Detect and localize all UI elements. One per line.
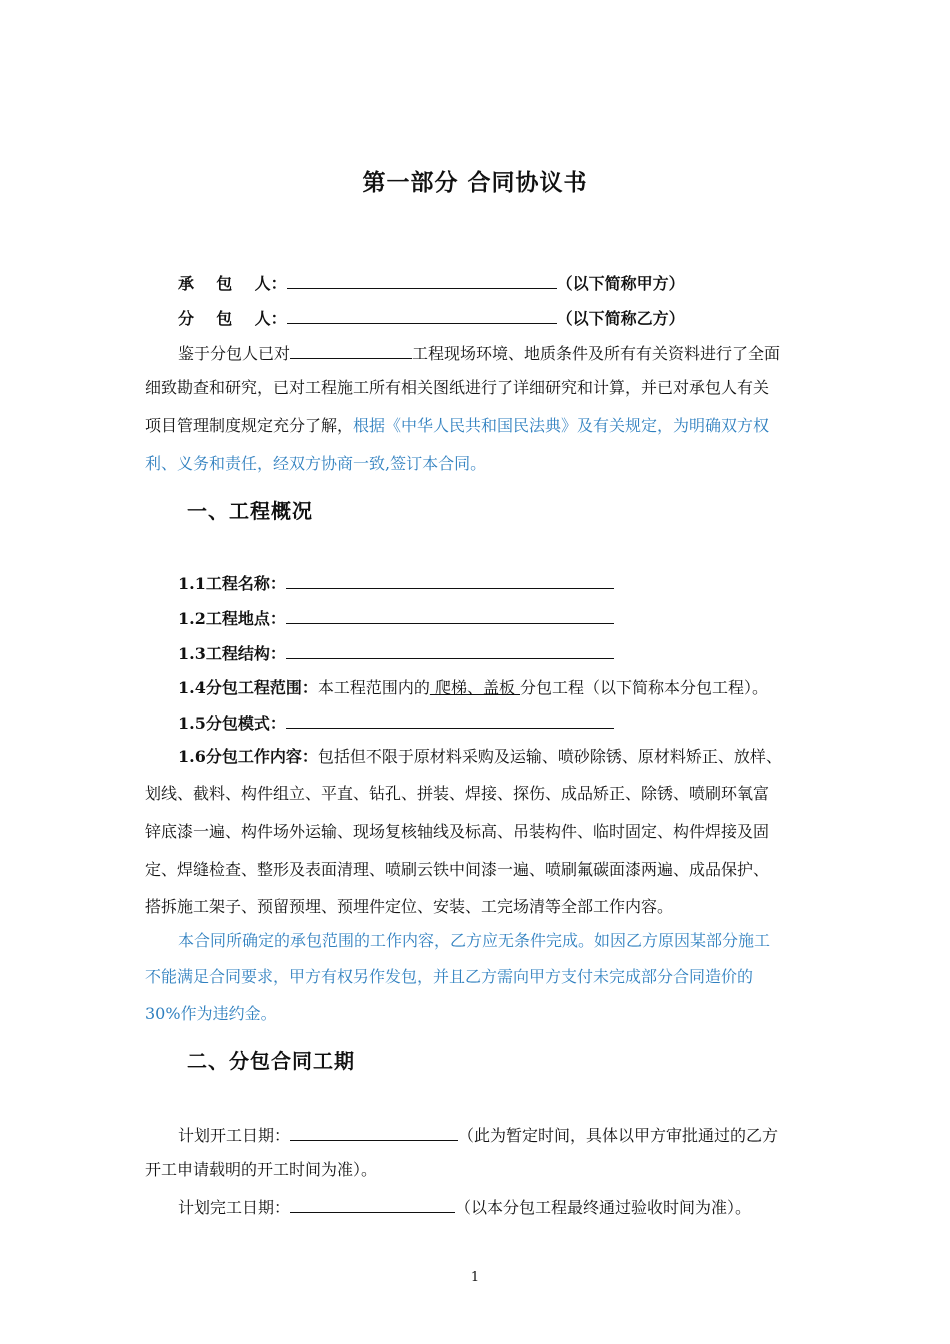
page-number: 1 xyxy=(470,1270,480,1285)
item-1-6-line-1 xyxy=(178,747,843,767)
item-1-1-label: 1.1工程名称： xyxy=(178,574,286,593)
item-1-1 xyxy=(178,573,843,594)
intro-text: 工程现场环境、地质条件及所有有关资料进行了全面 xyxy=(412,344,781,363)
party-b-label: 分 包 人： xyxy=(178,309,287,328)
party-b-suffix: （以下简称乙方） xyxy=(556,309,685,328)
scope-note-line-3: 30%作为违约金。 xyxy=(145,1004,277,1023)
item-1-6-line-2: 划线、截料、构件组立、平直、钻孔、拼装、焊接、探伤、成品矫正、除锈、喷刷环氧富 xyxy=(145,784,770,803)
item-1-2 xyxy=(178,608,843,629)
item-1-5-label: 1.5分包模式： xyxy=(178,714,286,733)
item-1-6-label: 1.6分包工作内容： xyxy=(178,747,318,766)
scope-note-line-2: 不能满足合同要求，甲方有权另作发包，并且乙方需向甲方支付未完成部分合同造价的 xyxy=(145,967,754,986)
intro-line-2: 细致勘查和研究，已对工程施工所有相关图纸进行了详细研究和计算，并已对承包人有关 xyxy=(145,378,770,397)
item-1-5 xyxy=(178,713,843,734)
item-1-6-line-3: 锌底漆一遍、构件场外运输、现场复核轴线及标高、吊装构件、临时固定、构件焊接及固 xyxy=(145,822,770,841)
party-b-blank xyxy=(287,308,557,324)
section-2-heading: 二、分包合同工期 xyxy=(187,1049,355,1073)
intro-legal-basis: 根据《中华人民共和国民法典》及有关规定，为明确双方权 xyxy=(353,416,770,435)
intro-line-3 xyxy=(145,416,810,436)
start-date-line xyxy=(178,1125,843,1146)
start-date-note: （此为暂定时间，具体以甲方审批通过的乙方 xyxy=(458,1126,779,1145)
intro-line-1 xyxy=(178,343,843,364)
start-date-label: 计划开工日期： xyxy=(178,1126,291,1145)
item-1-3 xyxy=(178,643,843,664)
section-1-heading: 一、工程概况 xyxy=(187,499,313,523)
item-1-6-line-4: 定、焊缝检查、整形及表面清理、喷刷云铁中间漆一遍、喷刷氟碳面漆两遍、成品保护、 xyxy=(145,860,770,879)
end-date-label: 计划完工日期： xyxy=(178,1198,291,1217)
item-1-3-label: 1.3工程结构： xyxy=(178,644,286,663)
item-1-2-blank xyxy=(286,608,614,624)
item-1-4 xyxy=(178,678,843,698)
party-a-line xyxy=(178,273,843,294)
start-date-blank xyxy=(290,1125,458,1141)
start-date-line-2: 开工申请载明的开工时间为准）。 xyxy=(145,1160,378,1179)
document-title: 第一部分 合同协议书 xyxy=(362,169,588,196)
item-1-6-text: 包括但不限于原材料采购及运输、喷砂除锈、原材料矫正、放样、 xyxy=(317,747,782,766)
scope-note-line-1: 本合同所确定的承包范围的工作内容，乙方应无条件完成。如因乙方原因某部分施工 xyxy=(178,931,771,950)
item-1-6-line-5: 搭拆施工架子、预留预埋、预埋件定位、安装、工完场清等全部工作内容。 xyxy=(145,897,674,916)
intro-line-4: 利、义务和责任，经双方协商一致,签订本合同。 xyxy=(145,454,487,473)
party-a-label: 承 包 人： xyxy=(178,274,287,293)
item-1-4-filled-scope: 爬梯、盖板 xyxy=(429,678,521,697)
party-b-line xyxy=(178,308,843,329)
party-a-blank xyxy=(287,273,557,289)
intro-text: 项目管理制度规定充分了解， xyxy=(145,416,354,435)
item-1-4-label: 1.4分包工程范围： xyxy=(178,678,318,697)
end-date-blank xyxy=(290,1197,455,1213)
item-1-4-text: 分包工程（以下简称本分包工程）。 xyxy=(520,678,769,697)
item-1-3-blank xyxy=(286,643,614,659)
item-1-2-label: 1.2工程地点： xyxy=(178,609,286,628)
intro-text: 鉴于分包人已对 xyxy=(178,344,291,363)
party-a-suffix: （以下简称甲方） xyxy=(556,274,685,293)
end-date-note: （以本分包工程最终通过验收时间为准）。 xyxy=(455,1198,752,1217)
project-name-blank xyxy=(290,343,412,359)
end-date-line xyxy=(178,1197,843,1218)
item-1-1-blank xyxy=(286,573,614,589)
item-1-4-text: 本工程范围内的 xyxy=(317,678,430,697)
item-1-5-blank xyxy=(286,713,614,729)
